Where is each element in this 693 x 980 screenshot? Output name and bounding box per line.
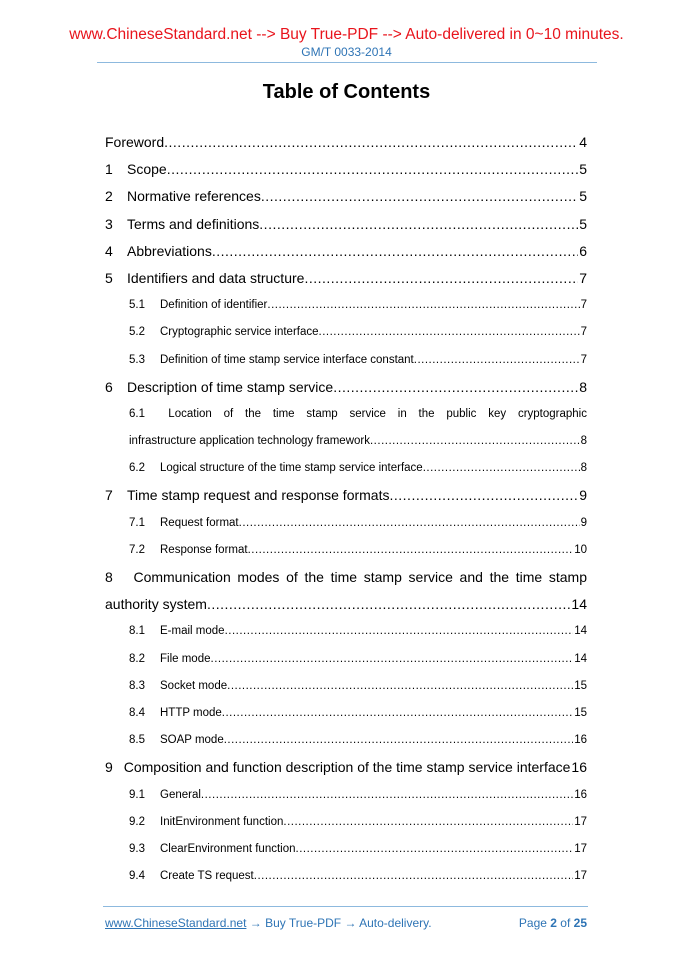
leader-dots [261, 183, 578, 210]
toc-entry-title: Definition of time stamp service interface constant [160, 353, 414, 366]
toc-entry-number: 7 [105, 487, 113, 504]
toc-entry-number: 9 [105, 759, 113, 776]
toc-entry-number: 7.2 [129, 543, 145, 556]
toc-entry-title: Normative references [127, 188, 261, 205]
toc-entry[interactable] [105, 374, 587, 401]
leader-dots [222, 700, 573, 727]
toc-page-number: 4 [579, 134, 587, 150]
toc-entry[interactable] [105, 754, 587, 781]
toc-entry-line[interactable] [105, 564, 587, 591]
leader-dots [304, 265, 578, 292]
toc-entry-title: 8 Communication modes of the time stamp service and the time stamp [105, 569, 587, 585]
toc-entry-number: 1 [105, 161, 113, 178]
toc-entry-number: 9.4 [129, 870, 145, 883]
toc-entry-title: Definition of identifier [160, 299, 268, 312]
toc-entry-number: 2 [105, 188, 113, 205]
toc-entry-number: 6.2 [129, 462, 145, 475]
toc-page-number: 8 [579, 378, 587, 395]
toc-entry-line[interactable] [105, 401, 587, 428]
toc-entry-number: 8.3 [129, 679, 145, 692]
leader-dots [167, 156, 579, 183]
toc-entry-continuation[interactable] [105, 591, 587, 618]
toc-entry[interactable] [105, 863, 587, 890]
toc-entry-title: Foreword [105, 134, 165, 150]
toc-entry-number: 9.2 [129, 815, 145, 828]
toc-entry-title: Create TS request [160, 870, 254, 883]
toc-entry[interactable] [105, 238, 587, 265]
toc-page-number: 7 [580, 299, 587, 312]
toc-entry[interactable] [105, 211, 587, 238]
footer-divider [103, 906, 588, 907]
toc-entry[interactable] [105, 510, 587, 537]
toc-entry-title: Time stamp request and response formats [127, 487, 390, 504]
leader-dots [224, 727, 573, 754]
toc-entry[interactable] [105, 292, 587, 319]
toc-entry[interactable] [105, 347, 587, 374]
toc-page-number: 9 [579, 487, 587, 504]
toc-page-number: 7 [579, 269, 587, 286]
toc-page-number: 8 [580, 435, 587, 448]
leader-dots [248, 537, 574, 564]
footer-promo-text: → Buy True-PDF → Auto-delivery. [246, 916, 432, 930]
toc-entry[interactable] [105, 809, 587, 836]
toc-page-number: 7 [580, 326, 587, 339]
toc-page-number: 5 [579, 161, 587, 178]
toc-entry-number: 5.1 [129, 299, 145, 312]
toc-entry-number: 5 [105, 269, 113, 286]
toc-entry[interactable] [105, 618, 587, 645]
toc-entry-title: Socket mode [160, 679, 228, 692]
toc-entry[interactable] [105, 319, 587, 346]
page-label: Page [518, 916, 551, 930]
leader-dots [319, 319, 580, 346]
leader-dots [414, 347, 580, 374]
toc-entry-title: 6.1 Location of the time stamp service in the public key cryptographic [129, 407, 587, 420]
toc-entry-title: E-mail mode [160, 625, 225, 638]
leader-dots [296, 836, 574, 863]
toc-entry-title: Description of time stamp service [127, 378, 334, 395]
page-total: 25 [573, 916, 587, 930]
toc-entry-number: 5.3 [129, 353, 145, 366]
toc-entry[interactable] [105, 156, 587, 183]
toc-entry-number: 6 [105, 378, 113, 395]
footer-promo [105, 916, 432, 930]
toc-entry[interactable] [105, 700, 587, 727]
toc-entry[interactable] [105, 836, 587, 863]
leader-dots [254, 863, 573, 890]
leader-dots [370, 428, 580, 455]
toc-entry-number: 8.4 [129, 706, 145, 719]
toc-entry-number: 9.3 [129, 842, 145, 855]
toc-entry-title: File mode [160, 652, 211, 665]
toc-entry-title: Abbreviations [127, 242, 212, 259]
leader-dots [390, 482, 579, 509]
header-divider [97, 62, 597, 63]
leader-dots [259, 211, 578, 238]
toc-entry[interactable] [105, 455, 587, 482]
page-title: Table of Contents [262, 81, 431, 103]
toc-entry-number: 9.1 [129, 788, 145, 801]
toc-entry-continuation[interactable] [105, 428, 587, 455]
toc-entry[interactable] [105, 537, 587, 564]
toc-entry-title: Logical structure of the time stamp service interface [160, 462, 423, 475]
toc-page-number: 17 [574, 870, 587, 883]
toc-page-number: 16 [574, 734, 587, 747]
leader-dots [201, 782, 573, 809]
toc-entry-number: 8.5 [129, 734, 145, 747]
toc-page-number: 14 [574, 625, 587, 638]
website-link[interactable]: www.ChineseStandard.net [105, 916, 247, 930]
leader-dots [333, 374, 578, 401]
toc-page-number: 16 [574, 788, 587, 801]
toc-entry[interactable] [105, 727, 587, 754]
toc-entry-number: 8.1 [129, 625, 145, 638]
promo-banner: www.ChineseStandard.net --> Buy True-PDF --> Auto-delivered in 0~10 minutes. [69, 26, 624, 43]
toc-entry-title: Request format [160, 516, 239, 529]
leader-dots [283, 809, 573, 836]
page-indicator [519, 916, 587, 930]
toc-entry-title: ClearEnvironment function [160, 842, 296, 855]
toc-page-number: 14 [574, 652, 587, 665]
leader-dots [225, 618, 574, 645]
standard-code: GM/T 0033-2014 [301, 45, 392, 59]
toc-page-number: 9 [580, 516, 587, 529]
toc-entry-title: SOAP mode [160, 734, 224, 747]
toc-entry-title: Cryptographic service interface [160, 326, 319, 339]
leader-dots [227, 673, 573, 700]
leader-dots [164, 129, 578, 156]
toc-entry-title: HTTP mode [160, 706, 222, 719]
toc-page-number: 16 [571, 759, 587, 776]
toc-entry-title: General [160, 788, 201, 801]
toc-entry-title: Response format [160, 543, 248, 556]
toc-page-number: 5 [579, 188, 587, 205]
toc-entry[interactable] [105, 482, 587, 509]
toc-page-number: 15 [574, 679, 587, 692]
leader-dots [212, 238, 578, 265]
toc-entry[interactable] [105, 183, 587, 210]
toc-entry[interactable] [105, 129, 587, 156]
toc-entry-number: 4 [105, 242, 113, 259]
toc-page-number: 15 [574, 706, 587, 719]
toc-entry[interactable] [105, 646, 587, 673]
leader-dots [211, 646, 574, 673]
toc-page-number: 5 [579, 215, 587, 232]
toc-entry-title: Scope [127, 161, 167, 178]
table-of-contents [105, 129, 587, 890]
toc-page-number: 17 [574, 842, 587, 855]
toc-entry-number: 5.2 [129, 326, 145, 339]
toc-entry-title: Identifiers and data structure [127, 269, 305, 286]
toc-entry-number: 3 [105, 215, 113, 232]
toc-page-number: 6 [579, 242, 587, 259]
toc-entry[interactable] [105, 782, 587, 809]
toc-page-number: 7 [580, 353, 587, 366]
leader-dots [267, 292, 579, 319]
leader-dots [207, 591, 570, 618]
toc-page-number: 17 [574, 815, 587, 828]
toc-entry-title-cont: infrastructure application technology framework [129, 435, 370, 448]
leader-dots [239, 510, 580, 537]
page-current: 2 [550, 916, 557, 930]
toc-entry[interactable] [105, 265, 587, 292]
toc-entry-title: Terms and definitions [127, 215, 260, 232]
toc-page-number: 8 [580, 462, 587, 475]
toc-entry-number: 8.2 [129, 652, 145, 665]
toc-page-number: 14 [571, 596, 587, 613]
toc-entry-title-cont: authority system [105, 596, 207, 613]
toc-entry[interactable] [105, 673, 587, 700]
footer [105, 916, 587, 930]
toc-entry-title: InitEnvironment function [160, 815, 284, 828]
toc-page-number: 10 [574, 543, 587, 556]
page-of: of [556, 916, 574, 930]
toc-entry-title: Composition and function description of the time stamp service interface [123, 759, 571, 776]
toc-entry-number: 7.1 [129, 516, 145, 529]
leader-dots [423, 455, 580, 482]
